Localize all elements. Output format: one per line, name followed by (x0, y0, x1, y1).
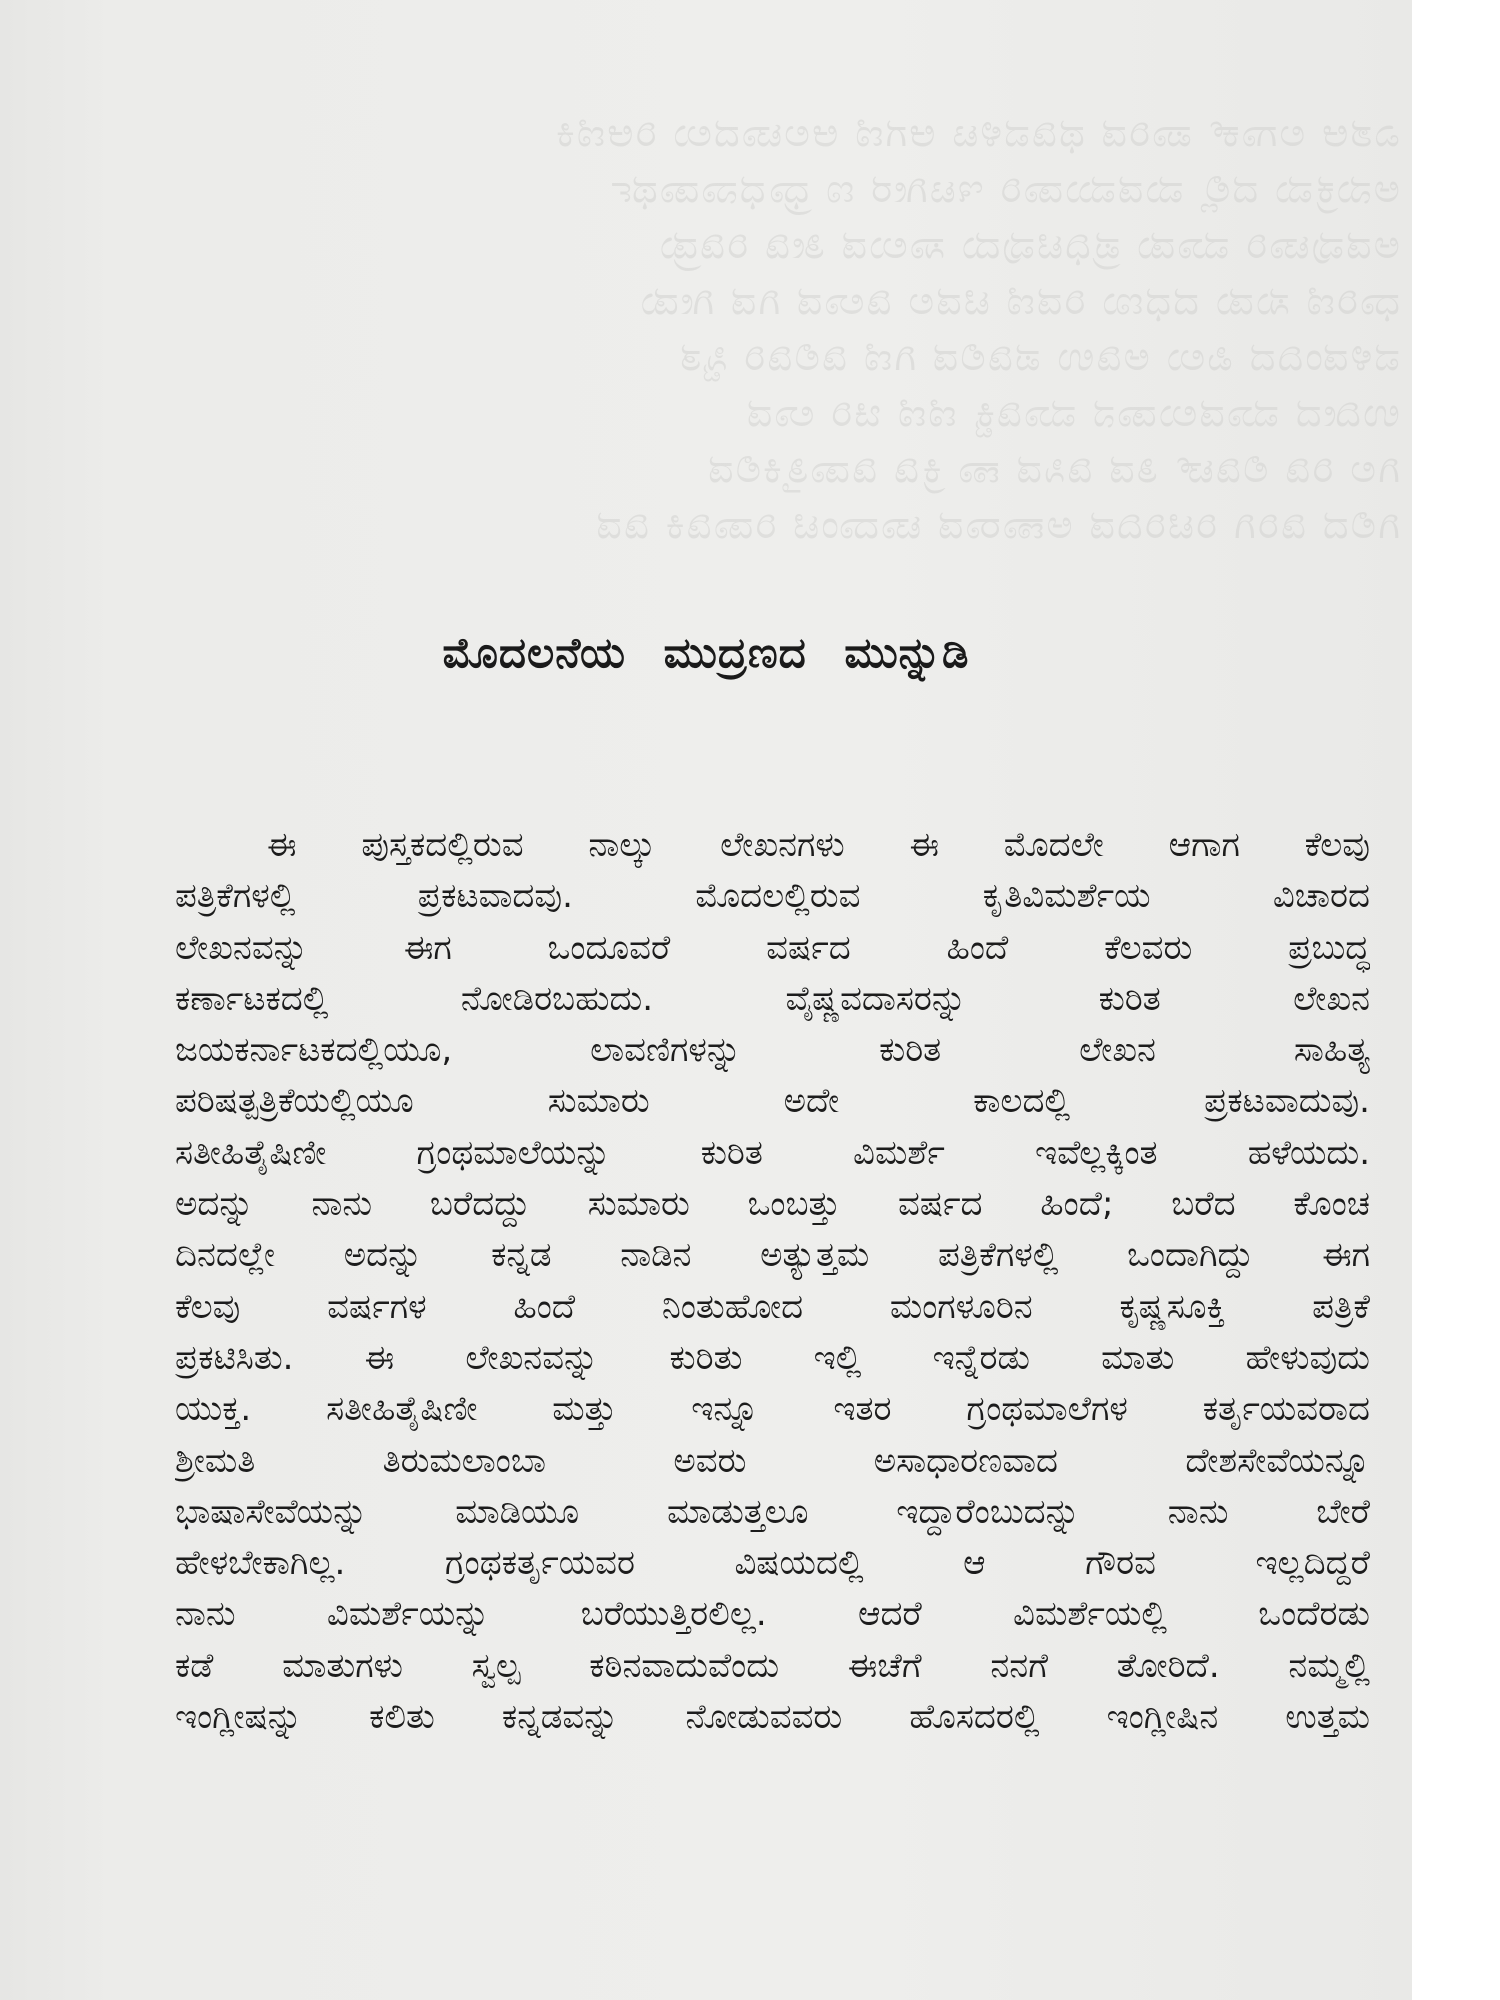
text-line: ನಾನು ವಿಮರ್ಶೆಯನ್ನು ಬರೆಯುತ್ತಿರಲಿಲ್ಲ. ಆದರೆ ವಿಮರ್ಶೆಯಲ್ಲಿ ಒಂದೆರಡು (175, 1594, 1370, 1635)
text-line: ಕೆಲವು ವರ್ಷಗಳ ಹಿಂದೆ ನಿಂತುಹೋದ ಮಂಗಳೂರಿನ ಕೃಷ್ಣಸೂಕ್ತಿ ಪತ್ರಿಕೆ (175, 1286, 1370, 1327)
text-line: ಶ್ರೀಮತಿ ತಿರುಮಲಾಂಬಾ ಅವರು ಅಸಾಧಾರಣವಾದ ದೇಶಸೇವೆಯನ್ನೂ (175, 1440, 1370, 1481)
text-line: ದಿನದಲ್ಲೇ ಅದನ್ನು ಕನ್ನಡ ನಾಡಿನ ಅತ್ಯುತ್ತಮ ಪತ್ರಿಕೆಗಳಲ್ಲಿ ಒಂದಾಗಿದ್ದು ಈಗ (175, 1235, 1370, 1276)
text-line: ಪತ್ರಿಕೆಗಳಲ್ಲಿ ಪ್ರಕಟವಾದವು. ಮೊದಲಲ್ಲಿರುವ ಕೃತಿವಿಮರ್ಶೆಯ ವಿಚಾರದ (175, 876, 1370, 917)
text-line: ಯುಕ್ತ. ಸತೀಹಿತೈಷಿಣೀ ಮತ್ತು ಇನ್ನೂ ಇತರ ಗ್ರಂಥಮಾಲೆಗಳ ಕರ್ತೃಯವರಾದ (175, 1389, 1370, 1430)
bleed-through-texture: ಎಶಆ ಲಗಾಕ್ ಪಾರಿಡ ಥಡಿವಳಿಟ ಆಗಣಿ ಆಲಟಾದಲು ರಿಆಣಿಕಿ ಅನುಕ್ರಮ ದಲ್ಲಿ ಮಡಮುಡಾರಿ ಇಟಗೀರ ಣ ಧ್ರಾಧನಾಡಾರ್ಥ ಅಡವುಟಾರಿ ಮಾಡು ಪ್ರಧಿಟಿವುದು ಸಾಲುಡ ತೀಡಿ ರಿಡಿಡ್ರು ಧಾರಿಣಿ ಸುಡು ದಧಣು ರಿಡಣಿ ಟಿಡಲ ಡಿಲಾಡ ಗಿಡ ಗೀಡು ವಳಿಡಂದಿದ ಪಿಲು ಅಡಿಉ ಪಡಿಲಿಡ ಗಿಣಿ ಡಿಲಿಡಿರಿ ಸ್ಟಿತ ಉದೀದ ಮಾಡಲುಡಾನ ಮಾಡಿಕ್ಟಿ ಣಿಣಿ ಚಿರಿ ಲಾಡ ಗಿಲ ರಿಡಿ ಲಿಡಿಟ್ ತಿಡ ಡಿಸಿಡ ಣಾ ಕ್ರಿಡಿ ಡಿಡಾತ್ತಿಕಿಲಿಡ ಗಿಲಿದ ಡಿರಿಗಿ ರಿಟಿರಿದಿಡ ಅಣಾರಾಡ ಟಾದಾಂಟಿ ರಿಡಾಡಿಕಿ ಡಿಡ (554, 110, 1400, 548)
text-line: ಕರ್ಣಾಟಕದಲ್ಲಿ ನೋಡಿರಬಹುದು. ವೈಷ್ಣವದಾಸರನ್ನು ಕುರಿತ ಲೇಖನ (175, 978, 1370, 1019)
text-line: ಲೇಖನವನ್ನು ಈಗ ಒಂದೂವರೆ ವರ್ಷದ ಹಿಂದೆ ಕೆಲವರು ಪ್ರಬುದ್ಧ (175, 927, 1370, 968)
body-paragraph (175, 820, 1370, 1743)
text-line: ಪ್ರಕಟಿಸಿತು. ಈ ಲೇಖನವನ್ನು ಕುರಿತು ಇಲ್ಲಿ ಇನ್ನೆರಡು ಮಾತು ಹೇಳುವುದು (175, 1337, 1370, 1378)
text-line: ಸತೀಹಿತೈಷಿಣೀ ಗ್ರಂಥಮಾಲೆಯನ್ನು ಕುರಿತ ವಿಮರ್ಶೆ ಇವೆಲ್ಲಕ್ಕಿಂತ ಹಳೆಯದು. (175, 1132, 1370, 1173)
text-line: ಪರಿಷತ್ಪತ್ರಿಕೆಯಲ್ಲಿಯೂ ಸುಮಾರು ಅದೇ ಕಾಲದಲ್ಲಿ ಪ್ರಕಟವಾದುವು. (175, 1081, 1370, 1122)
page-heading: ಮೊದಲನೆಯ ಮುದ್ರಣದ ಮುನ್ನುಡಿ (442, 628, 970, 677)
text-line: ಈ ಪುಸ್ತಕದಲ್ಲಿರುವ ನಾಲ್ಕು ಲೇಖನಗಳು ಈ ಮೊದಲೇ ಆಗಾಗ ಕೆಲವು (267, 825, 1370, 865)
text-line: ಜಯಕರ್ನಾಟಕದಲ್ಲಿಯೂ, ಲಾವಣಿಗಳನ್ನು ಕುರಿತ ಲೇಖನ ಸಾಹಿತ್ಯ (175, 1030, 1370, 1071)
text-line: ಹೇಳಬೇಕಾಗಿಲ್ಲ. ಗ್ರಂಥಕರ್ತೃಯವರ ವಿಷಯದಲ್ಲಿ ಆ ಗೌರವ ಇಲ್ಲದಿದ್ದರೆ (175, 1543, 1370, 1584)
text-line: ಇಂಗ್ಲೀಷನ್ನು ಕಲಿತು ಕನ್ನಡವನ್ನು ನೋಡುವವರು ಹೊಸದರಲ್ಲಿ ಇಂಗ್ಲೀಷಿನ ಉತ್ತಮ (175, 1697, 1370, 1738)
text-line: ಅದನ್ನು ನಾನು ಬರೆದದ್ದು ಸುಮಾರು ಒಂಬತ್ತು ವರ್ಷದ ಹಿಂದೆ; ಬರೆದ ಕೊಂಚ (175, 1184, 1370, 1225)
text-line: ಕಡೆ ಮಾತುಗಳು ಸ್ವಲ್ಪ ಕಠಿನವಾದುವೆಂದು ಈಚೆಗೆ ನನಗೆ ತೋರಿದೆ. ನಮ್ಮಲ್ಲಿ (175, 1645, 1370, 1686)
text-line: ಭಾಷಾಸೇವೆಯನ್ನು ಮಾಡಿಯೂ ಮಾಡುತ್ತಲೂ ಇದ್ದಾರೆಂಬುದನ್ನು ನಾನು ಬೇರೆ (175, 1491, 1370, 1532)
